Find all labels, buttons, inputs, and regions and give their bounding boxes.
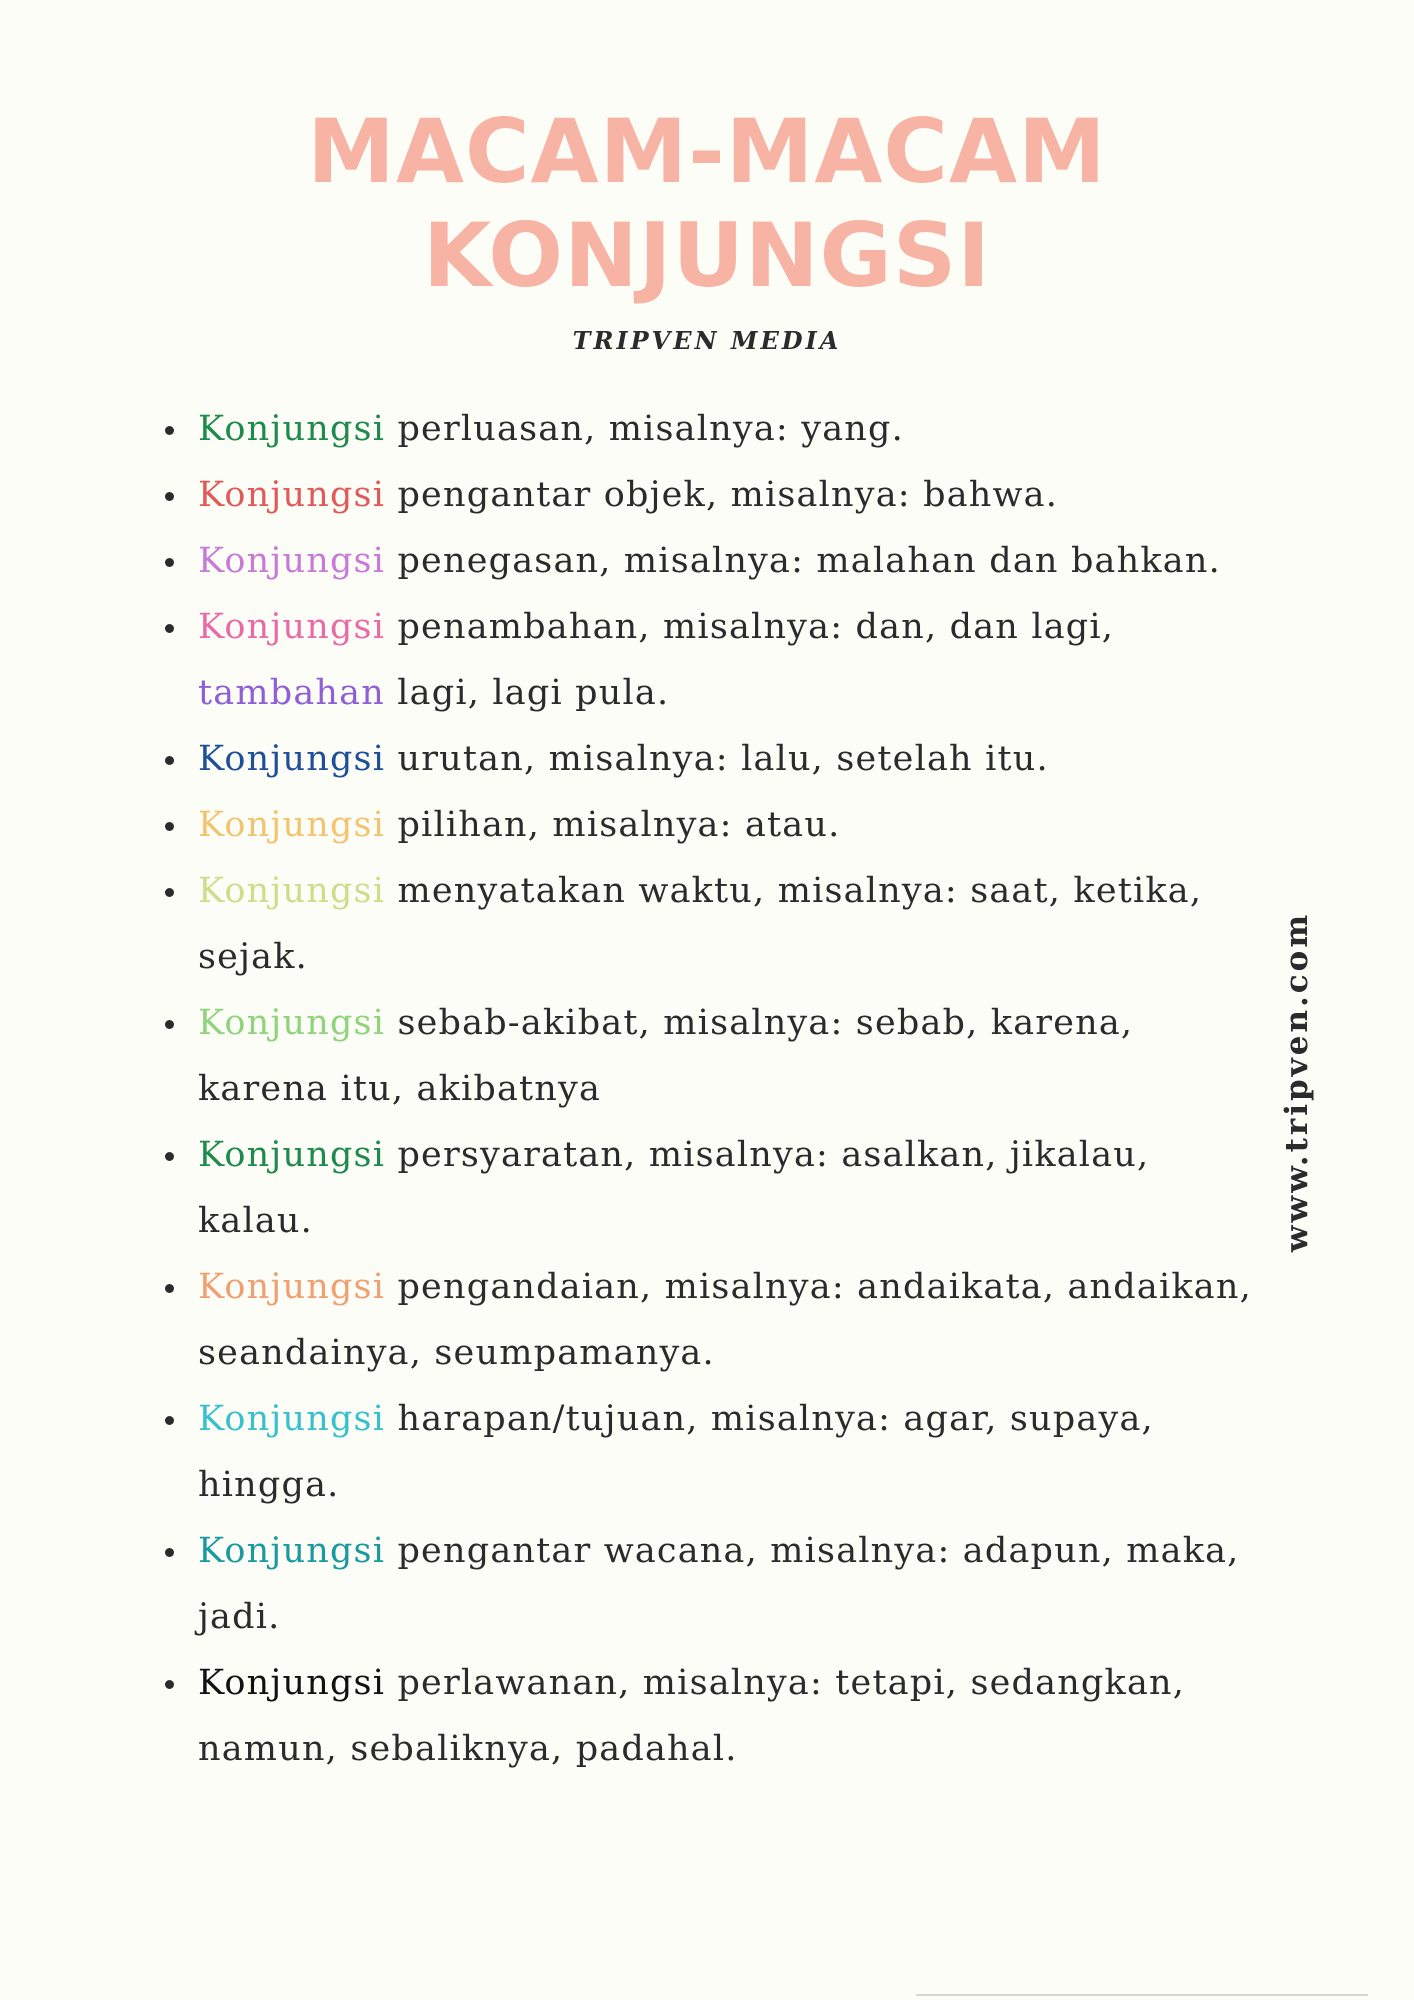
- item-text-2: lagi, lagi pula.: [384, 673, 670, 713]
- bottom-divider: [916, 1994, 1368, 1996]
- item-keyword: Konjungsi: [198, 1663, 386, 1703]
- bullet-icon: [165, 492, 174, 501]
- item-text: penambahan, misalnya: dan, dan lagi,: [385, 607, 1115, 647]
- item-text: harapan/tujuan, misalnya: agar, supaya, hingga.: [198, 1399, 1154, 1505]
- item-keyword: Konjungsi: [198, 1003, 386, 1043]
- bullet-icon: [165, 1284, 174, 1293]
- item-text: perlawanan, misalnya: tetapi, sedangkan, namun, sebaliknya, padahal.: [198, 1663, 1186, 1769]
- item-text: pengantar wacana, misalnya: adapun, maka, jadi.: [198, 1531, 1240, 1637]
- item-text: menyatakan waktu, misalnya: saat, ketika, sejak.: [198, 871, 1203, 977]
- bullet-icon: [165, 426, 174, 435]
- conjunction-list: [198, 396, 1268, 1782]
- item-text: sebab-akibat, misalnya: sebab, karena, karena itu, akibatnya: [198, 1003, 1134, 1109]
- bullet-icon: [165, 822, 174, 831]
- subtitle: TRIPVEN MEDIA: [572, 326, 842, 355]
- list-item: [198, 726, 1268, 792]
- list-item: [198, 1650, 1268, 1782]
- item-text: pengandaian, misalnya: andaikata, andaikan, seandainya, seumpamanya.: [198, 1267, 1252, 1373]
- list-item: [198, 1254, 1268, 1386]
- bullet-icon: [165, 624, 174, 633]
- item-text: pengantar objek, misalnya: bahwa.: [385, 475, 1059, 515]
- item-keyword: Konjungsi: [198, 1531, 386, 1571]
- bullet-icon: [165, 558, 174, 567]
- item-keyword: Konjungsi: [198, 739, 386, 779]
- item-keyword: Konjungsi: [198, 1135, 386, 1175]
- list-item: [198, 462, 1268, 528]
- list-item: [198, 396, 1268, 462]
- title-line-1: MACAM-MACAM: [307, 100, 1107, 203]
- item-text: urutan, misalnya: lalu, setelah itu.: [385, 739, 1049, 779]
- item-text: pilihan, misalnya: atau.: [385, 805, 841, 845]
- item-keyword: Konjungsi: [198, 541, 386, 581]
- list-item: [198, 858, 1268, 990]
- title-line-2: KONJUNGSI: [423, 204, 991, 307]
- item-text: penegasan, misalnya: malahan dan bahkan.: [385, 541, 1221, 581]
- bullet-icon: [165, 1152, 174, 1161]
- bullet-icon: [165, 1020, 174, 1029]
- list-item: [198, 990, 1268, 1122]
- item-keyword: Konjungsi: [198, 805, 386, 845]
- bullet-icon: [165, 888, 174, 897]
- list-item: [198, 792, 1268, 858]
- item-keyword: Konjungsi: [198, 1267, 386, 1307]
- bullet-icon: [165, 1680, 174, 1689]
- list-item: [198, 528, 1268, 594]
- item-keyword: Konjungsi: [198, 607, 386, 647]
- list-item: [198, 594, 1268, 726]
- item-keyword: Konjungsi: [198, 1399, 386, 1439]
- bullet-icon: [165, 1548, 174, 1557]
- list-item: [198, 1518, 1268, 1650]
- item-keyword: Konjungsi: [198, 409, 386, 449]
- item-keyword: Konjungsi: [198, 871, 386, 911]
- bullet-icon: [165, 756, 174, 765]
- list-item: [198, 1122, 1268, 1254]
- bullet-icon: [165, 1416, 174, 1425]
- item-text: perluasan, misalnya: yang.: [385, 409, 904, 449]
- page-title: [0, 100, 1414, 308]
- website-url: www.tripven.com: [1279, 911, 1315, 1253]
- item-keyword-2: tambahan: [198, 673, 385, 713]
- item-text: persyaratan, misalnya: asalkan, jikalau, kalau.: [198, 1135, 1150, 1241]
- list-item: [198, 1386, 1268, 1518]
- item-keyword: Konjungsi: [198, 475, 386, 515]
